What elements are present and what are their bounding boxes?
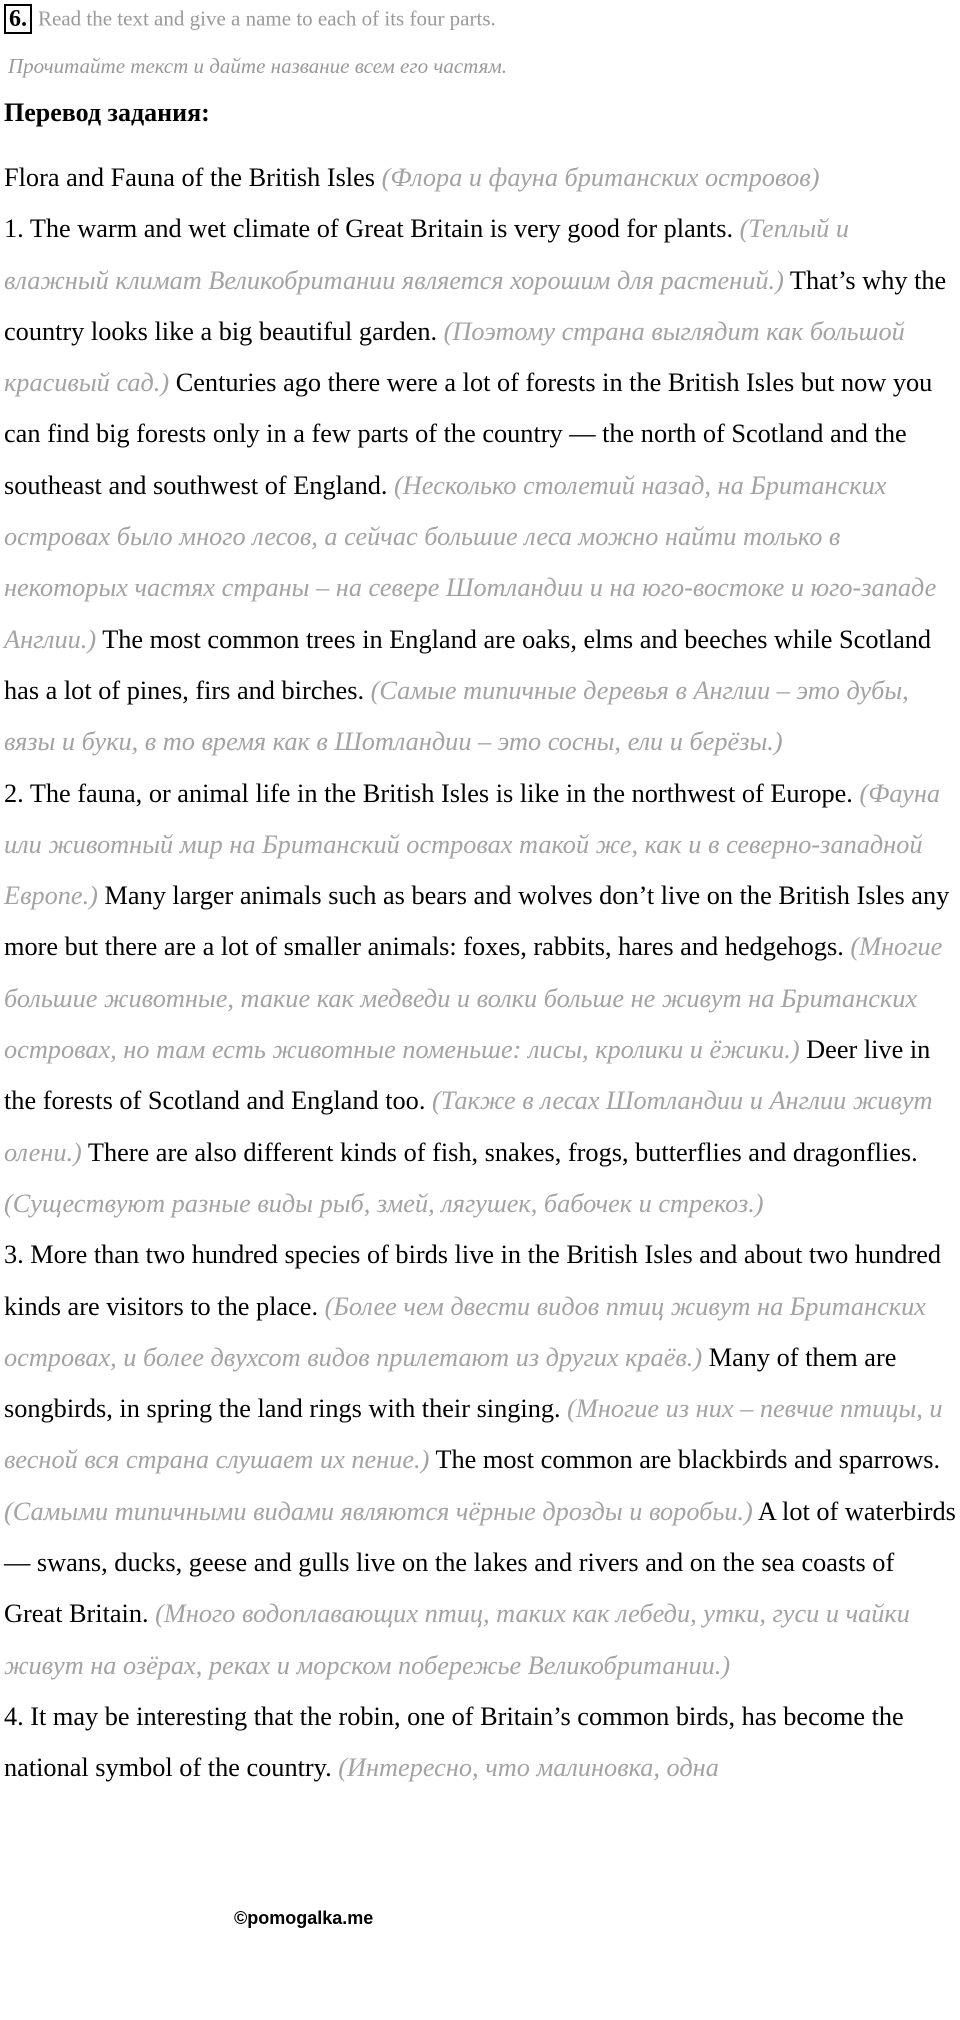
paragraph-segment: Many of them are songbirds, in spring the land rings with their singing. [4, 1342, 897, 1424]
document-body [4, 152, 956, 1794]
paragraph-segment: A lot of waterbirds — swans, ducks, geese and gulls live on the lakes and rivers and on the sea coasts of Great Britain. [4, 1496, 956, 1629]
translation-segment: (Более чем двести видов птиц живут на Британских островах, и более двухсот видов прилетают из других краёв.) [4, 1291, 926, 1372]
paragraph-1 [4, 203, 956, 767]
task-number: 6. [4, 4, 32, 34]
paragraph-segment: Deer live in the forests of Scotland and England too. [4, 1035, 931, 1116]
paragraph-4 [4, 1691, 956, 1794]
translation-heading: Перевод задания: [4, 98, 210, 127]
task-instruction-en: Read the text and give a name to each of its four parts. [38, 6, 496, 31]
translation-segment: (Фауна или животный мир на Британский островах такой же, как и в северно-западной Европе.) [4, 778, 941, 911]
text-title [4, 152, 956, 203]
translation-segment: (Многие из них – певчие птицы, и весной вся страна слушает их пение.) [4, 1394, 943, 1475]
paragraph-segment: 4. It may be interesting that the robin, one of Britain’s common birds, has become the national symbol of the country. [4, 1701, 904, 1783]
translation-segment: (Поэтому страна выглядит как большой красивый сад.) [4, 316, 905, 398]
paragraph-segment: 2. The fauna, or animal life in the British Isles is like in the northwest of Europe. [4, 778, 860, 808]
paragraph-segment: The most common are blackbirds and sparrows. [429, 1445, 941, 1475]
paragraph-segment: Many larger animals such as bears and wolves don’t live on the British Isles any more but there are a lot of smaller animals: foxes, rabbits, hares and hedgehogs. [4, 881, 950, 962]
paragraph-2 [4, 768, 956, 1230]
paragraph-segment: The most common trees in England are oaks, elms and beeches while Scotland has a lot of pines, firs and birches. [4, 624, 932, 705]
translation-segment: (Много водоплавающих птиц, таких как лебеди, утки, гуси и чайки живут на озёрах, реках и морском побережье Великобритании.) [4, 1599, 910, 1680]
translation-segment: (Теплый и влажный климат Великобритании является хорошим для растений.) [4, 214, 850, 295]
paragraph-segment: There are also different kinds of fish, snakes, frogs, butterflies and dragonflies. [81, 1137, 918, 1167]
translation-segment: (Существуют разные виды рыб, змей, лягушек, бабочек и стрекоз.) [4, 1188, 764, 1218]
translation-segment: (Многие большие животные, такие как медведи и волки больше не живут на Британских островах, но там есть животные поменьше: лисы, кролики и ёжики.) [4, 932, 943, 1065]
task-header [4, 4, 496, 34]
paragraph-segment: 1. The warm and wet climate of Great Britain is very good for plants. [4, 214, 740, 244]
title-ru: (Флора и фауна британских островов) [381, 163, 820, 192]
paragraph-segment: 3. More than two hundred species of birds live in the British Isles and about two hundred kinds are visitors to the place. [4, 1240, 942, 1321]
paragraph-segment: That’s why the country looks like a big beautiful garden. [4, 265, 947, 346]
translation-segment: (Также в лесах Шотландии и Англии живут олени.) [4, 1086, 933, 1167]
translation-segment: (Интересно, что малиновка, одна [338, 1753, 719, 1783]
title-en: Flora and Fauna of the British Isles [4, 163, 376, 192]
watermark: ©pomogalka.me [234, 1908, 374, 1928]
translation-segment: (Несколько столетий назад, на Британских островах было много лесов, а сейчас большие леса можно найти только в некоторых частях страны – на севере Шотландии и на юго-востоке и юго-западе Англии.) [4, 470, 937, 654]
paragraph-segment: Centuries ago there were a lot of forests in the British Isles but now you can find big forests only in a few parts of the country — the north of Scotland and the southeast and southwest of England. [4, 368, 933, 500]
translation-segment: (Самыми типичными видами являются чёрные дрозды и воробьи.) [4, 1496, 753, 1526]
task-instruction-ru: Прочитайте текст и дайте название всем его частям. [8, 54, 507, 78]
translation-segment: (Самые типичные деревья в Англии – это дубы, вязы и буки, в то время как в Шотландии – это сосны, ели и берёзы.) [4, 675, 909, 757]
paragraph-3 [4, 1229, 956, 1691]
